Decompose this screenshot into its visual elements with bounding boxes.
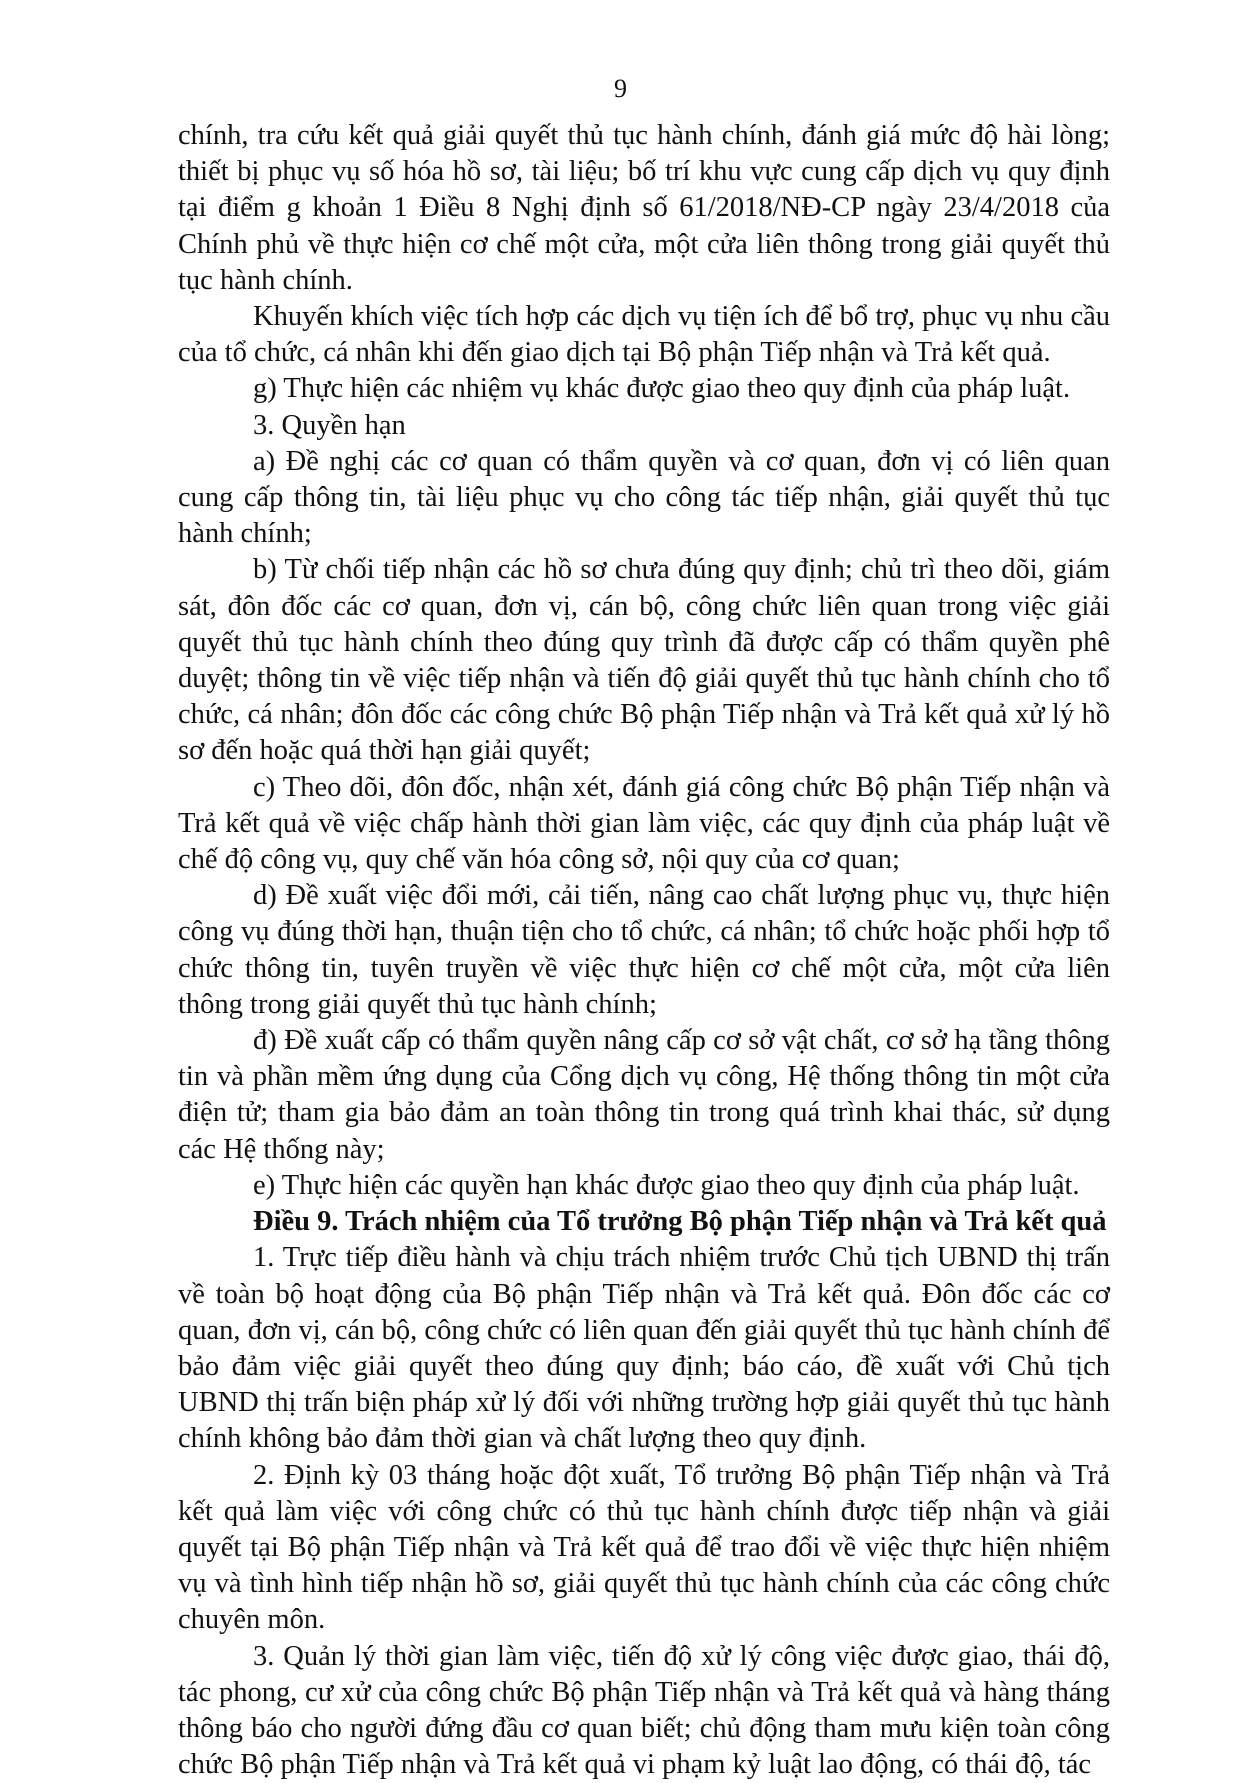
paragraph: 3. Quản lý thời gian làm việc, tiến độ xử lý công việc được giao, thái độ, tác phong, cư xử của công chức Bộ phận Tiếp nhận và Trả kết quả và hàng tháng thông báo cho người đứng đầu cơ quan biết; chủ động tham mưu kiện toàn công chức Bộ phận Tiếp nhận và Trả kết quả vi phạm kỷ luật lao động, có thái độ, tác: [178, 1640, 1110, 1781]
paragraph: e) Thực hiện các quyền hạn khác được giao theo quy định của pháp luật.: [253, 1169, 1080, 1201]
paragraph: b) Từ chối tiếp nhận các hồ sơ chưa đúng quy định; chủ trì theo dõi, giám sát, đôn đốc các cơ quan, đơn vị, cán bộ, công chức liên quan trong việc giải quyết thủ tục hành chính theo đúng quy trình đã được cấp có thẩm quyền phê duyệt; thông tin về việc tiếp nhận và tiến độ giải quyết thủ tục hành chính cho tổ chức, cá nhân; đôn đốc các công chức Bộ phận Tiếp nhận và Trả kết quả xử lý hồ sơ đến hoặc quá thời hạn giải quyết;: [178, 554, 1110, 767]
paragraph: 1. Trực tiếp điều hành và chịu trách nhiệm trước Chủ tịch UBND thị trấn về toàn bộ hoạt động của Bộ phận Tiếp nhận và Trả kết quả. Đôn đốc các cơ quan, đơn vị, cán bộ, công chức có liên quan đến giải quyết thủ tục hành chính để bảo đảm việc giải quyết theo đúng quy định; báo cáo, đề xuất với Chủ tịch UBND thị trấn biện pháp xử lý đối với những trường hợp giải quyết thủ tục hành chính không bảo đảm thời gian và chất lượng theo quy định.: [178, 1242, 1110, 1455]
paragraph: g) Thực hiện các nhiệm vụ khác được giao theo quy định của pháp luật.: [253, 373, 1071, 405]
paragraph: Khuyến khích việc tích hợp các dịch vụ tiện ích để bổ trợ, phục vụ nhu cầu của tổ chức, cá nhân khi đến giao dịch tại Bộ phận Tiếp nhận và Trả kết quả.: [178, 301, 1110, 369]
page-number: 9: [614, 74, 627, 103]
paragraph: đ) Đề xuất cấp có thẩm quyền nâng cấp cơ sở vật chất, cơ sở hạ tầng thông tin và phần mềm ứng dụng của Cổng dịch vụ công, Hệ thống thông tin một cửa điện tử; tham gia bảo đảm an toàn thông tin trong quá trình khai thác, sử dụng các Hệ thống này;: [178, 1025, 1110, 1165]
article-heading: Điều 9. Trách nhiệm của Tổ trưởng Bộ phận Tiếp nhận và Trả kết quả: [253, 1206, 1107, 1238]
document-body: [178, 118, 1110, 1783]
section-heading: 3. Quyền hạn: [253, 409, 406, 441]
paragraph-continuation: chính, tra cứu kết quả giải quyết thủ tục hành chính, đánh giá mức độ hài lòng; thiết bị phục vụ số hóa hồ sơ, tài liệu; bố trí khu vực cung cấp dịch vụ quy định tại điểm g khoản 1 Điều 8 Nghị định số 61/2018/NĐ-CP ngày 23/4/2018 của Chính phủ về thực hiện cơ chế một cửa, một cửa liên thông trong giải quyết thủ tục hành chính.: [178, 120, 1110, 296]
paragraph: 2. Định kỳ 03 tháng hoặc đột xuất, Tổ trưởng Bộ phận Tiếp nhận và Trả kết quả làm việc với công chức có thủ tục hành chính được tiếp nhận và giải quyết tại Bộ phận Tiếp nhận và Trả kết quả để trao đổi về việc thực hiện nhiệm vụ và tình hình tiếp nhận hồ sơ, giải quyết thủ tục hành chính của các công chức chuyên môn.: [178, 1459, 1110, 1636]
paragraph: a) Đề nghị các cơ quan có thẩm quyền và cơ quan, đơn vị có liên quan cung cấp thông tin, tài liệu phục vụ cho công tác tiếp nhận, giải quyết thủ tục hành chính;: [178, 445, 1110, 550]
paragraph: c) Theo dõi, đôn đốc, nhận xét, đánh giá công chức Bộ phận Tiếp nhận và Trả kết quả về việc chấp hành thời gian làm việc, các quy định của pháp luật về chế độ công vụ, quy chế văn hóa công sở, nội quy của cơ quan;: [178, 771, 1110, 876]
paragraph: d) Đề xuất việc đổi mới, cải tiến, nâng cao chất lượng phục vụ, thực hiện công vụ đúng thời hạn, thuận tiện cho tổ chức, cá nhân; tổ chức hoặc phối hợp tổ chức thông tin, tuyên truyền về việc thực hiện cơ chế một cửa, một cửa liên thông trong giải quyết thủ tục hành chính;: [178, 880, 1110, 1020]
